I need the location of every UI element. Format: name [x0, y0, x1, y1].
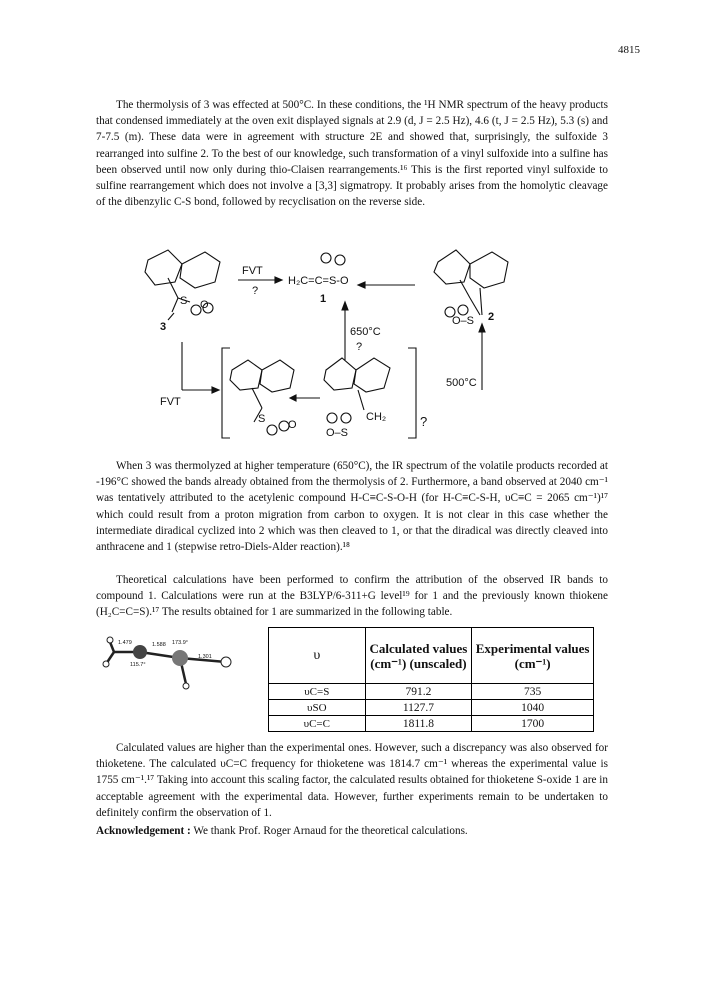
bond-3: 1.301	[198, 654, 212, 660]
anthracene-adduct-2	[434, 250, 508, 315]
mode-cs: υC=S	[269, 684, 366, 700]
temp-500: 500°C	[446, 377, 477, 389]
angle-1: 173.9°	[172, 640, 188, 646]
fvt-bottom: FVT	[160, 396, 181, 408]
header-experimental: Experimental values (cm⁻¹)	[472, 628, 594, 684]
reaction-scheme-svg	[120, 240, 540, 440]
s-bracket: S	[258, 413, 266, 425]
paragraph-650c: When 3 was thermolyzed at higher temperature (650°C), the IR spectrum of the volatile products recorded at -196°C showed the bands already obtained from the thermolysis of 2. Furthermore, a band observed at 2040 cm⁻¹ was tentatively attributed to the acetylenic compound H-C≡C-S-O-H (for H-C≡C-S-H, υC≡C = 2065 cm⁻¹)¹⁷ which could result from a proton migration from carbon to oxygen. It is not clear in this case whether the intermediate diradical cyclized into 2 which was then cleaved to 1, or that the diradical was directly cleaved into anthracene and 1 (stepwise retro-Diels-Alder reaction).¹⁸	[96, 460, 608, 554]
temp-650: 650°C	[350, 326, 381, 338]
calc-cc: 1811.8	[365, 716, 472, 732]
paragraph-discussion: Calculated values are higher than the experimental ones. However, such a discrepancy was also observed for thioketene. The calculated υC=C frequency for thioketene was 1814.7 cm⁻¹ whereas the experimental value is 1755 cm⁻¹.¹⁷ Taking into account this scaling factor, the calculated results obtained for thioketene S-oxide 1 are in acceptable agreement with the experimental data. However, further experiments remain to be undertaken to definitely confirm the observation of 1.	[96, 742, 608, 819]
compound-1-label: 1	[320, 293, 327, 305]
bond-2: 1.588	[152, 642, 166, 648]
thioketene-s-oxide: H₂C=C=S-O	[288, 275, 349, 287]
calc-so: 1127.7	[365, 700, 472, 716]
molecule-geometry	[100, 630, 255, 700]
paragraph-calculations: Theoretical calculations have been performed to confirm the attribution of the observed IR bands to compound 1. Calculations were run at the B3LYP/6-311+G level¹⁹ for 1 and the previously known thiokene (H₂C=C=S).¹⁷ The results obtained for 1 are summarized in the following table.	[96, 574, 608, 619]
fvt-top: FVT	[242, 265, 263, 277]
ack-text: We thank Prof. Roger Arnaud for the theoretical calculations.	[190, 825, 468, 837]
q-bracket: ?	[420, 414, 428, 429]
header-calculated: Calculated values (cm⁻¹) (unscaled)	[365, 628, 472, 684]
anthracene-adduct-3	[145, 250, 220, 320]
q-top: ?	[252, 285, 259, 297]
compound-2-label: 2	[488, 311, 495, 323]
bond-1: 1.479	[118, 640, 132, 646]
s-left: S	[180, 295, 188, 307]
page-number: 4815	[618, 44, 640, 56]
mode-cc: υC=C	[269, 716, 366, 732]
exp-cc: 1700	[472, 716, 594, 732]
o-bracket: O	[288, 419, 297, 431]
os-bracket: O–S	[326, 427, 349, 439]
ack-label: Acknowledgement :	[96, 825, 191, 837]
molecule-geometry-svg	[100, 630, 255, 700]
paragraph-thermolysis: The thermolysis of 3 was effected at 500°C. In these conditions, the ¹H NMR spectrum of the heavy products that condensed immediately at the oven exit displayed signals at 2.9 (d, J = 2.5 Hz), 4.6 (t, J = 2.5 Hz), 5.3 (s) and 7-7.5 (m). These data were in agreement with structure 2E and showed that, surprisingly, the sulfoxide 3 rearranged into sulfine 2. To the best of our knowledge, such transformation of a vinyl sulfoxide into a sulfine has been observed until now only during thio-Claisen rearrangements.¹⁶ This is the first reported vinyl sulfoxide to sulfine rearrangement which does not involve a [3,3] sigmatropy. It probably arises from the homolytic cleavage of the dibenzylic C-S bond, followed by recyclisation on the reverse side.	[96, 99, 608, 209]
header-symbol: υ	[269, 628, 366, 684]
diradical-right	[324, 358, 390, 410]
mode-so: υSO	[269, 700, 366, 716]
os-right: O–S	[452, 315, 475, 327]
o-left: O	[200, 299, 209, 311]
reaction-scheme	[120, 240, 540, 440]
ch2-label: CH₂	[366, 411, 387, 423]
exp-so: 1040	[472, 700, 594, 716]
exp-cs: 735	[472, 684, 594, 700]
angle-2: 115.7°	[130, 662, 146, 668]
q-mid: ?	[356, 341, 363, 353]
compound-3-label: 3	[160, 321, 167, 333]
acknowledgement	[96, 823, 608, 839]
frequency-table	[268, 627, 594, 732]
calc-cs: 791.2	[365, 684, 472, 700]
